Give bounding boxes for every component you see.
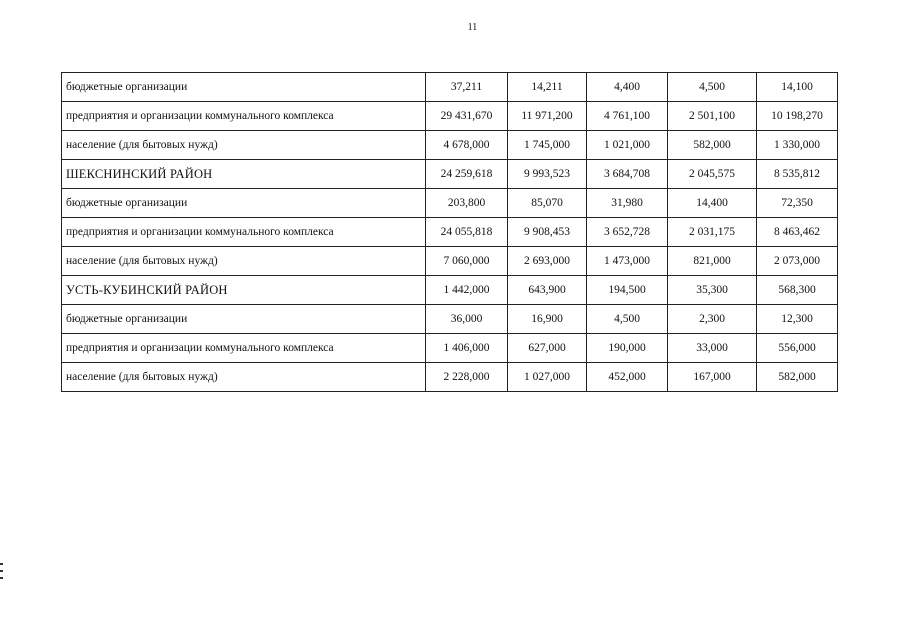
value-cell: 1 021,000 [587, 131, 668, 160]
table-row [62, 189, 838, 218]
value-cell: 2 045,575 [668, 160, 757, 189]
value-cell: 4,500 [587, 305, 668, 334]
value-cell: 35,300 [668, 276, 757, 305]
category-name-cell: предприятия и организации коммунального комплекса [62, 102, 426, 131]
value-cell: 14,400 [668, 189, 757, 218]
value-cell: 582,000 [757, 363, 838, 392]
table-row [62, 334, 838, 363]
value-cell: 37,211 [426, 73, 508, 102]
page-number: 11 [467, 22, 478, 33]
value-cell: 4 761,100 [587, 102, 668, 131]
table-body [62, 73, 838, 392]
value-cell: 24 259,618 [426, 160, 508, 189]
value-cell: 85,070 [508, 189, 587, 218]
value-cell: 8 463,462 [757, 218, 838, 247]
district-row [62, 276, 838, 305]
value-cell: 11 971,200 [508, 102, 587, 131]
table-row [62, 218, 838, 247]
value-cell: 29 431,670 [426, 102, 508, 131]
value-cell: 203,800 [426, 189, 508, 218]
value-cell: 14,211 [508, 73, 587, 102]
value-cell: 627,000 [508, 334, 587, 363]
value-cell: 2,300 [668, 305, 757, 334]
value-cell: 10 198,270 [757, 102, 838, 131]
table-row [62, 102, 838, 131]
district-row [62, 160, 838, 189]
value-cell: 190,000 [587, 334, 668, 363]
margin-mark [0, 570, 3, 572]
value-cell: 16,900 [508, 305, 587, 334]
margin-mark [0, 563, 3, 565]
value-cell: 3 652,728 [587, 218, 668, 247]
value-cell: 2 228,000 [426, 363, 508, 392]
value-cell: 167,000 [668, 363, 757, 392]
category-name-cell: предприятия и организации коммунального комплекса [62, 334, 426, 363]
value-cell: 36,000 [426, 305, 508, 334]
category-name-cell: бюджетные организации [62, 305, 426, 334]
table-row [62, 247, 838, 276]
value-cell: 8 535,812 [757, 160, 838, 189]
value-cell: 2 031,175 [668, 218, 757, 247]
value-cell: 9 993,523 [508, 160, 587, 189]
value-cell: 2 073,000 [757, 247, 838, 276]
value-cell: 14,100 [757, 73, 838, 102]
value-cell: 1 442,000 [426, 276, 508, 305]
value-cell: 4 678,000 [426, 131, 508, 160]
table-row [62, 363, 838, 392]
district-name-cell: УСТЬ-КУБИНСКИЙ РАЙОН [62, 276, 426, 305]
value-cell: 4,400 [587, 73, 668, 102]
category-name-cell: бюджетные организации [62, 73, 426, 102]
value-cell: 582,000 [668, 131, 757, 160]
category-name-cell: население (для бытовых нужд) [62, 131, 426, 160]
value-cell: 452,000 [587, 363, 668, 392]
table-row [62, 131, 838, 160]
value-cell: 556,000 [757, 334, 838, 363]
value-cell: 4,500 [668, 73, 757, 102]
value-cell: 9 908,453 [508, 218, 587, 247]
category-name-cell: население (для бытовых нужд) [62, 247, 426, 276]
category-name-cell: население (для бытовых нужд) [62, 363, 426, 392]
value-cell: 2 693,000 [508, 247, 587, 276]
value-cell: 1 745,000 [508, 131, 587, 160]
value-cell: 1 406,000 [426, 334, 508, 363]
value-cell: 1 473,000 [587, 247, 668, 276]
consumption-table [61, 72, 838, 392]
district-name-cell: ШЕКСНИНСКИЙ РАЙОН [62, 160, 426, 189]
value-cell: 194,500 [587, 276, 668, 305]
value-cell: 1 330,000 [757, 131, 838, 160]
value-cell: 643,900 [508, 276, 587, 305]
value-cell: 24 055,818 [426, 218, 508, 247]
category-name-cell: бюджетные организации [62, 189, 426, 218]
table-row [62, 73, 838, 102]
value-cell: 2 501,100 [668, 102, 757, 131]
table-row [62, 305, 838, 334]
value-cell: 568,300 [757, 276, 838, 305]
category-name-cell: предприятия и организации коммунального комплекса [62, 218, 426, 247]
value-cell: 12,300 [757, 305, 838, 334]
value-cell: 1 027,000 [508, 363, 587, 392]
value-cell: 3 684,708 [587, 160, 668, 189]
value-cell: 33,000 [668, 334, 757, 363]
value-cell: 821,000 [668, 247, 757, 276]
value-cell: 72,350 [757, 189, 838, 218]
margin-mark [0, 577, 3, 579]
value-cell: 31,980 [587, 189, 668, 218]
value-cell: 7 060,000 [426, 247, 508, 276]
